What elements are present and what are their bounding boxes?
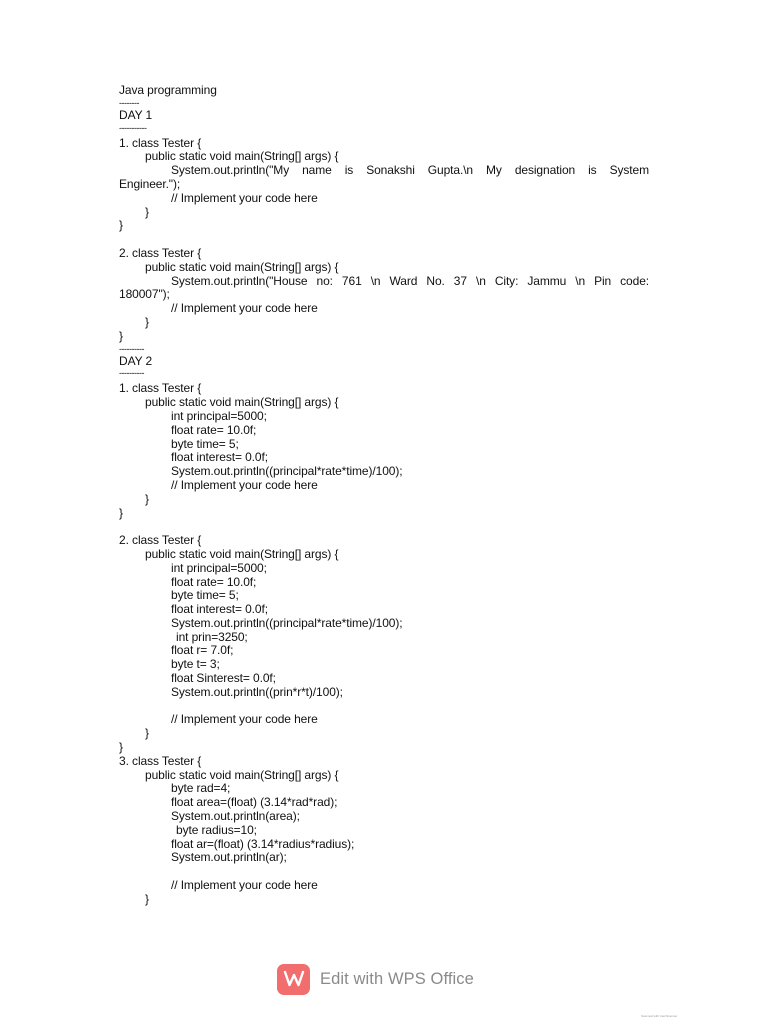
separator-line: -------- xyxy=(119,97,139,108)
code-line: float interest= 0.0f; xyxy=(171,602,268,617)
code-comment: // Implement your code here xyxy=(171,712,318,727)
code-line: System.out.println(area); xyxy=(171,809,300,824)
document-body xyxy=(119,84,649,907)
code-line: public static void main(String[] args) { xyxy=(145,546,339,561)
code-line: } xyxy=(119,505,123,520)
code-line: float rate= 10.0f; xyxy=(171,574,257,589)
separator-line: ---------- xyxy=(119,343,144,354)
code-line: System.out.println("My name is Sonakshi Gupta.\n My designation is System xyxy=(171,163,649,178)
code-line: public static void main(String[] args) { xyxy=(145,149,339,164)
code-line: } xyxy=(145,314,149,329)
code-comment: // Implement your code here xyxy=(171,190,318,205)
code-line: } xyxy=(145,491,149,506)
code-line: 2. class Tester { xyxy=(119,533,202,548)
code-line: System.out.println("House no: 761 \n Ward No. 37 \n City: Jammu \n Pin code: xyxy=(171,273,649,288)
code-line: int principal=5000; xyxy=(171,560,267,575)
code-comment: // Implement your code here xyxy=(171,477,318,492)
code-line: byte t= 3; xyxy=(171,657,220,672)
code-line: byte time= 5; xyxy=(171,588,239,603)
code-line: 3. class Tester { xyxy=(119,753,202,768)
code-line: byte radius=10; xyxy=(176,822,257,837)
code-line: 2. class Tester { xyxy=(119,245,202,260)
blank-line xyxy=(119,233,649,247)
code-line: } xyxy=(119,740,123,755)
code-line: byte time= 5; xyxy=(171,436,239,451)
section-heading-day-2: DAY 2 xyxy=(119,353,153,368)
blank-line xyxy=(119,865,649,879)
code-line: float ar=(float) (3.14*radius*radius); xyxy=(171,836,355,851)
code-line: System.out.println((principal*rate*time)/100); xyxy=(171,464,403,479)
blank-line xyxy=(119,520,649,534)
code-line: float Sinterest= 0.0f; xyxy=(171,671,276,686)
code-line: float r= 7.0f; xyxy=(171,643,234,658)
code-line: int principal=5000; xyxy=(171,408,267,423)
code-line: System.out.println((prin*r*t)/100); xyxy=(171,684,343,699)
code-line: 180007"); xyxy=(119,287,170,302)
scanner-footnote: Scanned with CamScanner xyxy=(641,1014,678,1018)
code-line: public static void main(String[] args) { xyxy=(145,395,339,410)
code-comment: // Implement your code here xyxy=(171,301,318,316)
code-line: Engineer."); xyxy=(119,176,181,191)
code-line: float interest= 0.0f; xyxy=(171,450,268,465)
code-comment: // Implement your code here xyxy=(171,878,318,893)
wps-edit-label[interactable]: Edit with WPS Office xyxy=(320,969,474,988)
code-line: float rate= 10.0f; xyxy=(171,422,257,437)
code-line: public static void main(String[] args) { xyxy=(145,259,339,274)
code-line: System.out.println(ar); xyxy=(171,850,287,865)
code-line: int prin=3250; xyxy=(176,629,248,644)
code-line: 1. class Tester { xyxy=(119,381,202,396)
document-title: Java programming xyxy=(119,83,217,97)
wps-logo-icon xyxy=(277,964,310,995)
code-line: } xyxy=(119,218,123,233)
code-line: System.out.println((principal*rate*time)/100); xyxy=(171,615,403,630)
section-heading-day-1: DAY 1 xyxy=(119,107,153,122)
separator-line: ---------- xyxy=(119,368,144,379)
code-line: 1. class Tester { xyxy=(119,135,202,150)
code-line: } xyxy=(119,328,123,343)
code-line: public static void main(String[] args) { xyxy=(145,767,339,782)
code-line: byte rad=4; xyxy=(171,781,231,796)
code-line: float area=(float) (3.14*rad*rad); xyxy=(171,795,338,810)
code-line: } xyxy=(145,891,149,906)
code-line: } xyxy=(145,726,149,741)
code-line: } xyxy=(145,204,149,219)
separator-line: ----------- xyxy=(119,122,147,133)
wps-edit-link[interactable] xyxy=(277,963,474,995)
blank-line xyxy=(119,700,649,714)
